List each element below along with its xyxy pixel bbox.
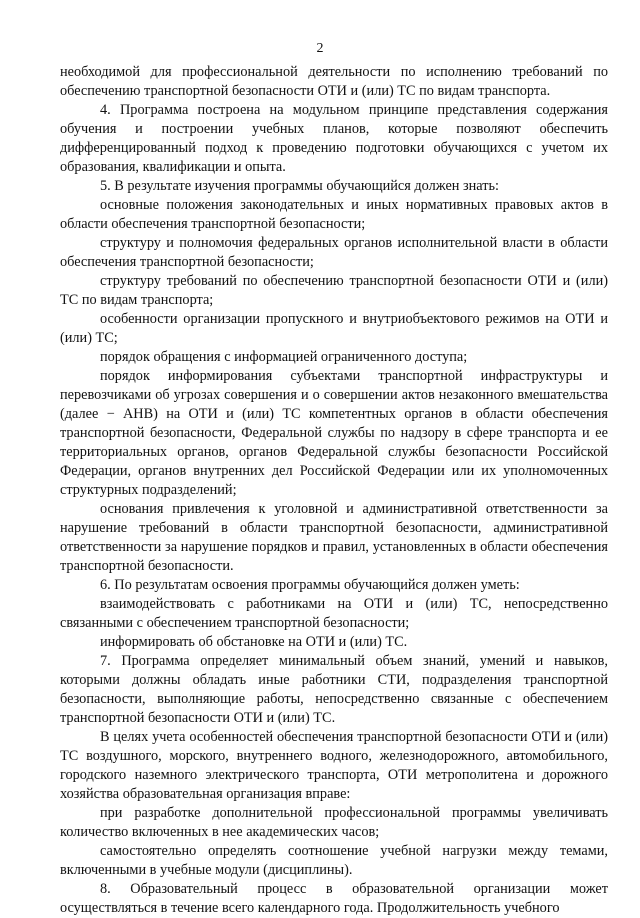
skill-item-2: информировать об обстановке на ОТИ и (или) ТС. [100, 634, 408, 650]
rights-item-1: при разработке дополнительной профессиональной программы увеличивать количество включенных в нее академических часов; [60, 805, 608, 840]
paragraph-6: 6. По результатам освоения программы обучающийся должен уметь: [100, 577, 520, 593]
knowledge-item-4: особенности организации пропускного и внутриобъектового режимов на ОТИ и (или) ТС; [60, 311, 608, 346]
paragraph-8: 8. Образовательный процесс в образовательной организации может осуществляться в течение всего календарного года. Продолжительность учебного [60, 881, 608, 916]
paragraph-continuation: необходимой для профессиональной деятельности по исполнению требований по обеспечению транспортной безопасности ОТИ и (или) ТС по видам транспорта. [60, 64, 608, 99]
paragraph-5: 5. В результате изучения программы обучающийся должен знать: [100, 178, 500, 194]
knowledge-item-7: основания привлечения к уголовной и административной ответственности за нарушение требований в области транспортной безопасности, административной ответственности за нарушение порядков и правил, установленных в области обеспечения транспортной безопасности. [60, 501, 608, 574]
knowledge-item-3: структуру требований по обеспечению транспортной безопасности ОТИ и (или) ТС по видам транспорта; [60, 273, 608, 308]
rights-item-2: самостоятельно определять соотношение учебной нагрузки между темами, включенными в учебные модули (дисциплины). [60, 843, 608, 878]
skill-item-1: взаимодействовать с работниками на ОТИ и (или) ТС, непосредственно связанными с обеспечением транспортной безопасности; [60, 596, 608, 631]
document-body [60, 63, 608, 918]
paragraph-4: 4. Программа построена на модульном принципе представления содержания обучения и построении учебных планов, которые позволяют обеспечить дифференцированный подход к проведению подготовки обучающихся с учетом их образования, квалификации и опыта. [60, 102, 608, 175]
page-number: 2 [316, 41, 324, 56]
paragraph-7-rights: В целях учета особенностей обеспечения транспортной безопасности ОТИ и (или) ТС воздушного, морского, внутреннего водного, железнодорожного, автомобильного, городского наземного электрического транспорта, ОТИ метрополитена и дорожного хозяйства образовательная организация вправе: [60, 729, 608, 802]
paragraph-7: 7. Программа определяет минимальный объем знаний, умений и навыков, которыми должны обладать иные работники СТИ, подразделения транспортной безопасности, выполняющие работы, непосредственно связанные с обеспечением транспортной безопасности ОТИ и (или) ТС. [60, 653, 608, 726]
knowledge-item-5: порядок обращения с информацией ограниченного доступа; [100, 349, 468, 365]
knowledge-item-1: основные положения законодательных и иных нормативных правовых актов в области обеспечения транспортной безопасности; [60, 197, 608, 232]
knowledge-item-6: порядок информирования субъектами транспортной инфраструктуры и перевозчиками об угрозах совершения и о совершении актов незаконного вмешательства (далее − АНВ) на ОТИ и (или) ТС компетентных органов в области обеспечения транспортной безопасности, Федеральной службы по надзору в сфере транспорта и ее территориальных органов, органов Федеральной службы безопасности Российской Федерации, органов внутренних дел Российской Федерации или их уполномоченных структурных подразделений; [60, 368, 608, 498]
knowledge-item-2: структуру и полномочия федеральных органов исполнительной власти в области обеспечения транспортной безопасности; [60, 235, 608, 270]
